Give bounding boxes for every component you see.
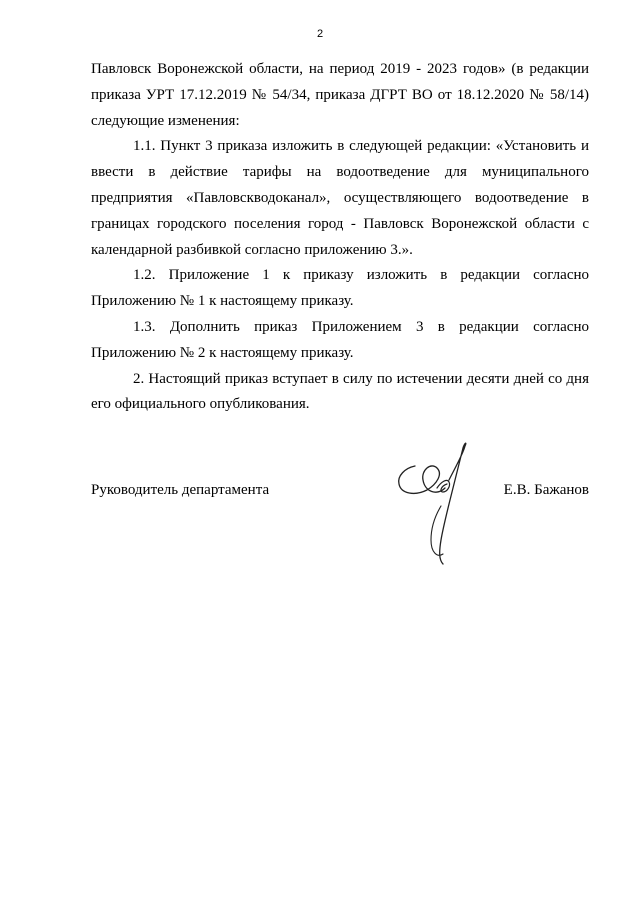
paragraph-item-2: 2. Настоящий приказ вступает в силу по истечении десяти дней со дня его официального опубликования. (91, 370, 589, 413)
signer-title: Руководитель департамента (91, 482, 270, 498)
signature-block (91, 478, 589, 502)
paragraph-item-1-1: 1.1. Пункт 3 приказа изложить в следующей редакции: «Установить и ввести в действие тарифы на водоотведение для муниципального предприятия «Павловскводоканал», осуществляющего водоотведение в границах городского поселения город - Павловск Воронежской области с календарной разбивкой согласно приложению 3.». (91, 138, 589, 258)
paragraph-item-1-2: 1.2. Приложение 1 к приказу изложить в редакции согласно Приложению № 1 к настоящему приказу. (91, 267, 589, 310)
page-number: 2 (316, 28, 324, 40)
document-body (91, 57, 589, 418)
paragraph-item-1-3: 1.3. Дополнить приказ Приложением 3 в редакции согласно Приложению № 2 к настоящему приказу. (91, 318, 589, 361)
paragraph-continuation: Павловск Воронежской области, на период 2019 - 2023 годов» (в редакции приказа УРТ 17.12.2019 № 54/34, приказа ДГРТ ВО от 18.12.2020 № 58/14) следующие изменения: (91, 61, 589, 129)
handwritten-signature (393, 440, 473, 570)
signer-name: Е.В. Бажанов (503, 482, 589, 498)
